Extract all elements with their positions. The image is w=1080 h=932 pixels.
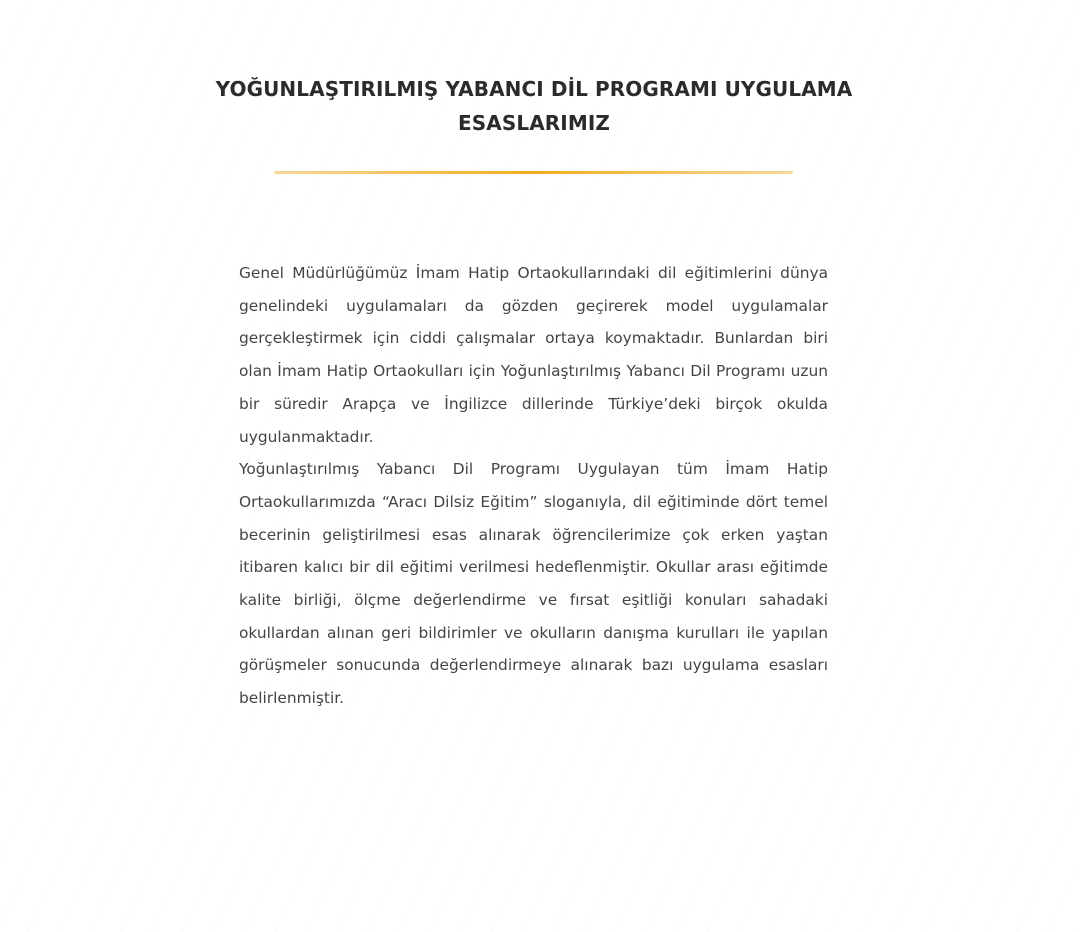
paragraph-intro: Genel Müdürlüğümüz İmam Hatip Ortaokullarındaki dil eğitimlerini dünya genelindeki uygulamaları da gözden geçirerek model uygulamalar gerçekleştirmek için ciddi çalışmalar ortaya koymaktadır. Bunlardan biri olan İmam Hatip Ortaokulları için Yoğunlaştırılmış Yabancı Dil Programı uzun bir süredir Arapça ve İngilizce dillerinde Türkiye’deki birçok okulda uygulanmaktadır. — [239, 264, 828, 446]
title-divider — [274, 171, 793, 174]
paragraph-principles: Yoğunlaştırılmış Yabancı Dil Programı Uygulayan tüm İmam Hatip Ortaokullarımızda “Aracı Dilsiz Eğitim” sloganıyla, dil eğitiminde dört temel becerinin geliştirilmesi esas alınarak öğrencilerimize çok erken yaştan itibaren kalıcı bir dil eğitimi verilmesi hedeflenmiştir. Okullar arası eğitimde kalite birliği, ölçme değerlendirme ve fırsat eşitliği konuları sahadaki okullardan alınan geri bildirimler ve okulların danışma kurulları ile yapılan görüşmeler sonucunda değerlendirmeye alınarak bazı uygulama esasları belirlenmiştir. — [239, 460, 828, 708]
article-body — [239, 257, 828, 715]
page-title: YOĞUNLAŞTIRILMIŞ YABANCI DİL PROGRAMI UYGULAMA ESASLARIMIZ — [215, 77, 853, 135]
